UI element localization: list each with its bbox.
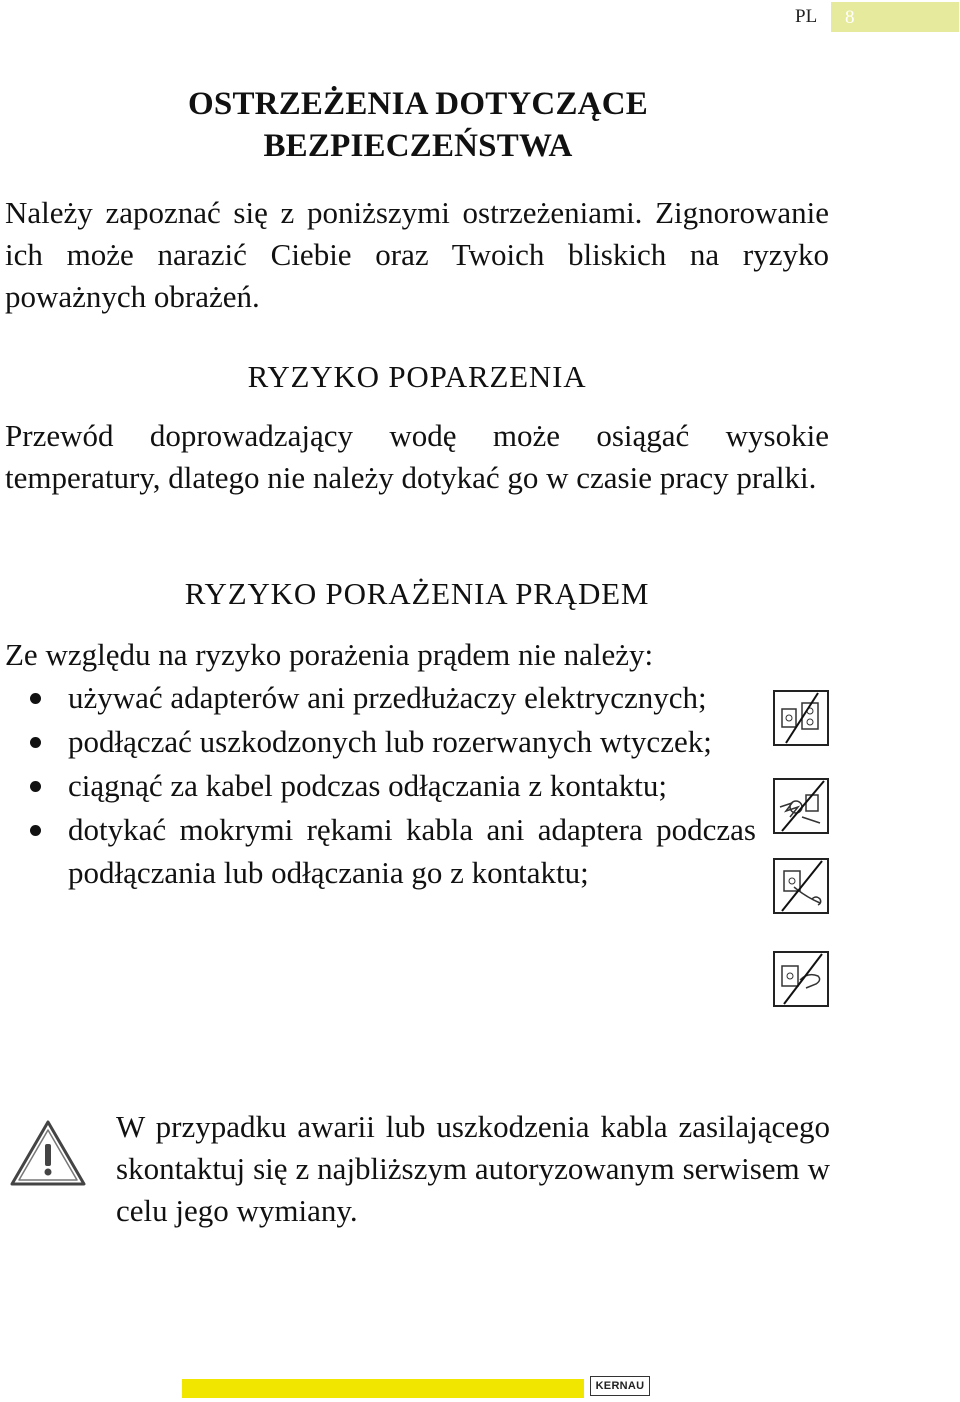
burn-heading: RYZYKO POPARZENIA — [247, 359, 587, 394]
no-wet-hands-icon — [772, 950, 830, 1008]
list-item — [30, 808, 756, 894]
bullet-dot — [30, 737, 41, 748]
warning-triangle-icon — [8, 1118, 88, 1188]
list-item — [30, 720, 756, 763]
header-lang: PL — [795, 6, 818, 27]
shock-list — [30, 676, 756, 895]
no-pull-cable-icon — [772, 857, 830, 915]
title-line-2: BEZPIECZEŃSTWA — [263, 128, 573, 164]
page-number-box — [831, 2, 959, 32]
list-item-text: podłączać uszkodzonych lub rozerwanych wtyczek; — [68, 724, 712, 759]
footer-accent-bar — [182, 1379, 584, 1398]
page-number: 8 — [845, 7, 855, 28]
shock-lead: Ze względu na ryzyko porażenia prądem nie należy: — [5, 637, 654, 672]
intro-paragraph: Należy zapoznać się z poniższymi ostrzeżeniami. Zignorowanie ich może narazić Ciebie oraz Twoich bliskich na ryzyko poważnych obrażeń. — [5, 195, 829, 314]
title-line-1: OSTRZEŻENIA DOTYCZĄCE — [188, 86, 648, 122]
no-damaged-plug-icon — [772, 777, 830, 835]
no-adapter-icon — [772, 689, 830, 747]
list-item-text: używać adapterów ani przedłużaczy elektrycznych; — [68, 680, 707, 715]
bullet-dot — [30, 825, 41, 836]
bullet-dot — [30, 693, 41, 704]
list-item — [30, 764, 756, 807]
page-title — [0, 83, 836, 167]
burn-paragraph: Przewód doprowadzający wodę może osiągać wysokie temperatury, dlatego nie należy dotykać go w czasie pracy pralki. — [5, 418, 829, 495]
list-item-text: ciągnąć za kabel podczas odłączania z kontaktu; — [68, 768, 668, 803]
brand-logo: KERNAU — [590, 1376, 650, 1396]
warning-paragraph: W przypadku awarii lub uszkodzenia kabla zasilającego skontaktuj się z najbliższym autoryzowanym serwisem w celu jego wymiany. — [116, 1109, 830, 1228]
list-item — [30, 676, 756, 719]
bullet-dot — [30, 781, 41, 792]
shock-heading: RYZYKO PORAŻENIA PRĄDEM — [184, 576, 650, 611]
list-item-text: dotykać mokrymi rękami kabla ani adaptera podczas podłączania lub odłączania go z kontaktu; — [68, 812, 756, 890]
